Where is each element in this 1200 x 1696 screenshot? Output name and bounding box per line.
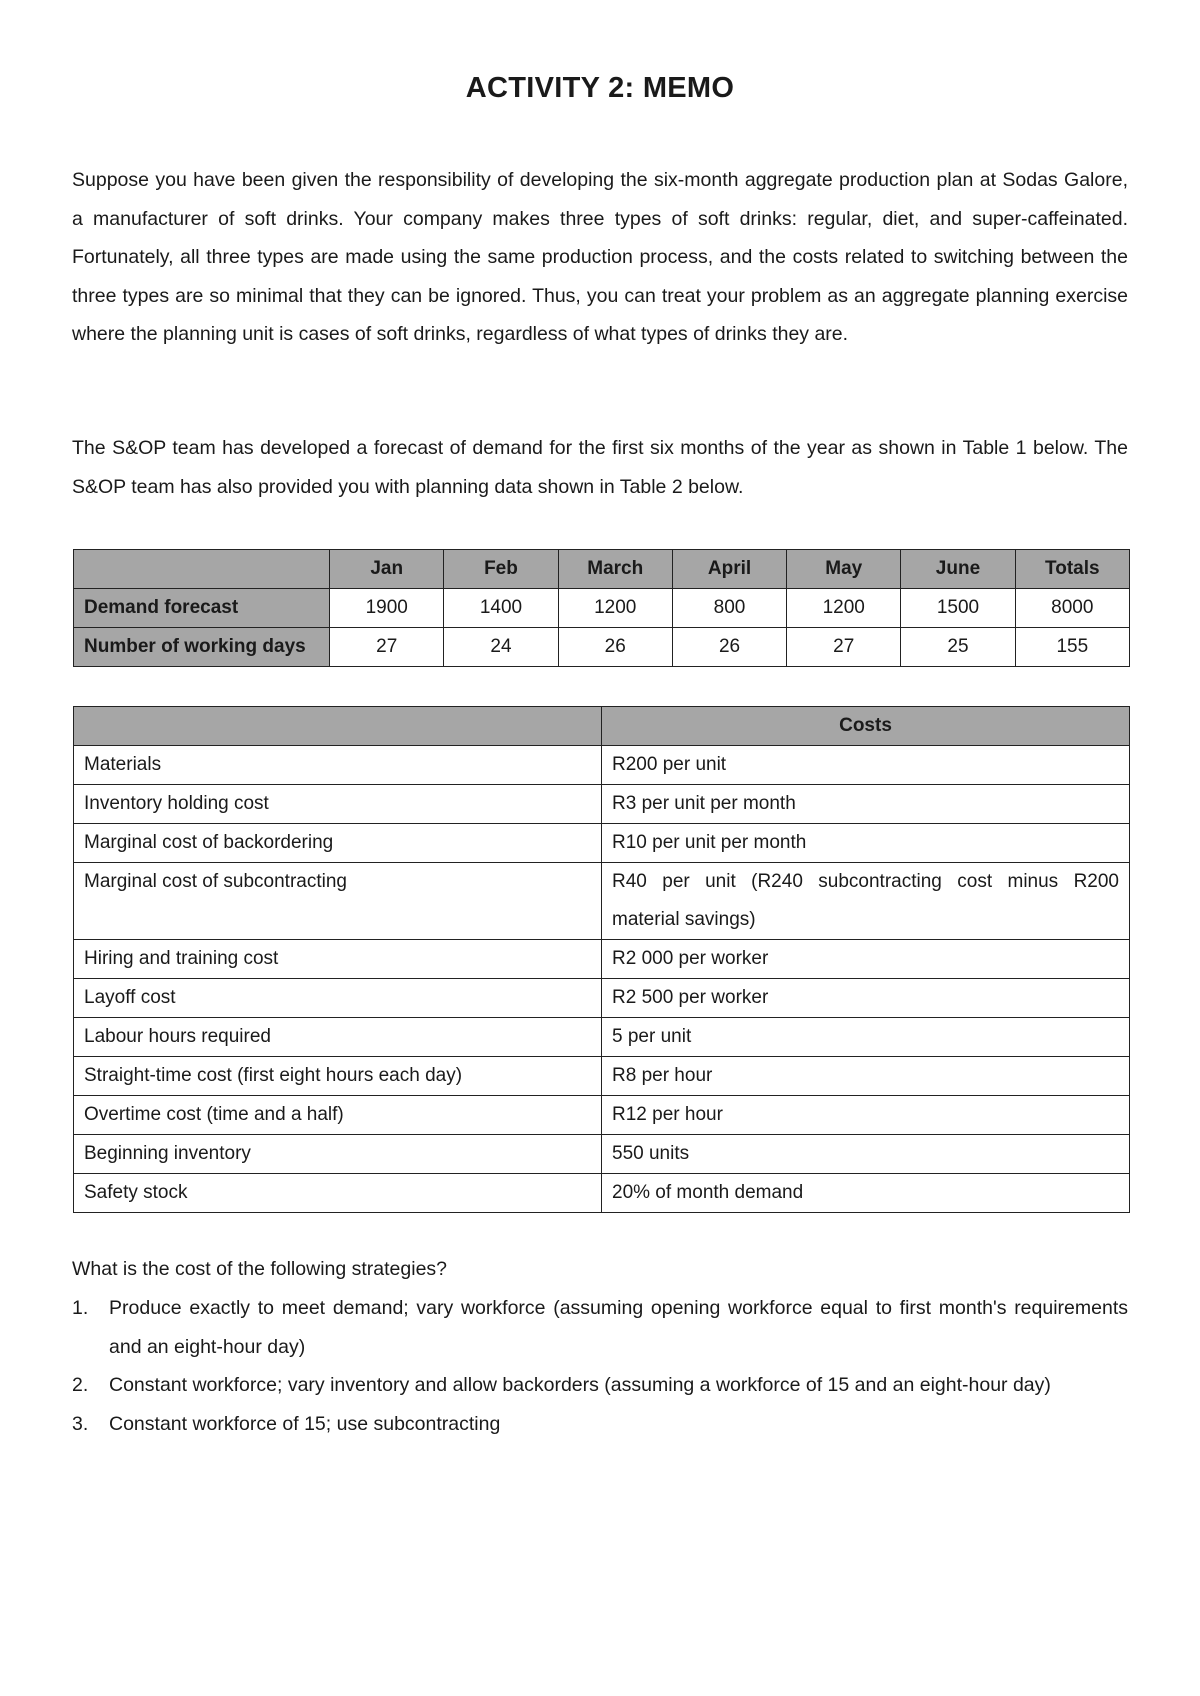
cost-value: 5 per unit: [602, 1018, 1130, 1057]
strategies-list: [72, 1289, 1128, 1443]
column-header-costs: Costs: [602, 707, 1130, 746]
cost-value: R8 per hour: [602, 1057, 1130, 1096]
column-header-jan: Jan: [330, 550, 444, 589]
cost-value: R2 500 per worker: [602, 979, 1130, 1018]
cost-item-label: Labour hours required: [74, 1018, 602, 1057]
cost-value: 550 units: [602, 1135, 1130, 1174]
list-item: [72, 1405, 1128, 1444]
column-header-april: April: [672, 550, 786, 589]
cost-item-label: Straight-time cost (first eight hours each day): [74, 1057, 602, 1096]
table-cell: 1900: [330, 589, 444, 628]
table-cell: 24: [444, 628, 558, 667]
table-cell: 1200: [558, 589, 672, 628]
table-cell: 800: [672, 589, 786, 628]
table-row: [74, 824, 1130, 863]
row-label-demand-forecast: Demand forecast: [74, 589, 330, 628]
cost-item-label: Hiring and training cost: [74, 940, 602, 979]
table-header-row: [74, 707, 1130, 746]
cost-value: R2 000 per worker: [602, 940, 1130, 979]
table-row: [74, 979, 1130, 1018]
cost-item-label: Safety stock: [74, 1174, 602, 1213]
cost-item-label: Inventory holding cost: [74, 785, 602, 824]
table-cell: 1500: [901, 589, 1015, 628]
cost-value: R200 per unit: [602, 746, 1130, 785]
row-label-working-days: Number of working days: [74, 628, 330, 667]
cost-value: R40 per unit (R240 subcontracting cost minus R200 material savings): [602, 863, 1130, 940]
column-header-march: March: [558, 550, 672, 589]
table-row: [74, 1174, 1130, 1213]
cost-value: 20% of month demand: [602, 1174, 1130, 1213]
cost-value: R12 per hour: [602, 1096, 1130, 1135]
table-cell: 1400: [444, 589, 558, 628]
table-cell: 8000: [1015, 589, 1129, 628]
table-cell: 25: [901, 628, 1015, 667]
planning-costs-table: [73, 706, 1130, 1213]
column-header-june: June: [901, 550, 1015, 589]
table-row: [74, 628, 1130, 667]
table-cell: 26: [672, 628, 786, 667]
list-item-number: 3.: [72, 1412, 89, 1435]
header-corner-cell: [74, 550, 330, 589]
cost-item-label: Marginal cost of backordering: [74, 824, 602, 863]
table-row: [74, 1096, 1130, 1135]
list-item-number: 2.: [72, 1374, 89, 1396]
table-cell: 27: [787, 628, 901, 667]
list-item-text: Constant workforce of 15; use subcontracting: [109, 1412, 501, 1435]
strategies-question: What is the cost of the following strategies?: [72, 1258, 448, 1280]
table-cell: 27: [330, 628, 444, 667]
list-item-text: Produce exactly to meet demand; vary workforce (assuming opening workforce equal to first month's requirements and an eight-hour day): [109, 1297, 1128, 1358]
demand-forecast-table: [73, 549, 1130, 667]
cost-item-label: Marginal cost of subcontracting: [74, 863, 602, 940]
table-header-row: [74, 550, 1130, 589]
table-cell: 26: [558, 628, 672, 667]
list-item-number: 1.: [72, 1297, 89, 1319]
cost-value: R10 per unit per month: [602, 824, 1130, 863]
page-title: ACTIVITY 2: MEMO: [465, 72, 735, 104]
column-header-feb: Feb: [444, 550, 558, 589]
table-row: [74, 1057, 1130, 1096]
table-row: [74, 940, 1130, 979]
column-header-may: May: [787, 550, 901, 589]
cost-item-label: Beginning inventory: [74, 1135, 602, 1174]
table-cell: 1200: [787, 589, 901, 628]
cost-item-label: Overtime cost (time and a half): [74, 1096, 602, 1135]
header-corner-cell: [74, 707, 602, 746]
column-header-totals: Totals: [1015, 550, 1129, 589]
cost-item-label: Layoff cost: [74, 979, 602, 1018]
table-row: [74, 1135, 1130, 1174]
intro-paragraph: Suppose you have been given the responsibility of developing the six-month aggregate production plan at Sodas Galore, a manufacturer of soft drinks. Your company makes three types of soft drinks: regular, diet, and super-caffeinated. Fortunately, all three types are made using the same production process, and the costs related to switching between the three types are so minimal that they can be ignored. Thus, you can treat your problem as an aggregate planning exercise where the planning unit is cases of soft drinks, regardless of what types of drinks they are.: [72, 169, 1128, 345]
table-row: [74, 746, 1130, 785]
list-item-text: Constant workforce; vary inventory and allow backorders (assuming a workforce of 15 and an eight-hour day): [109, 1374, 1051, 1396]
table-row: [74, 589, 1130, 628]
sop-paragraph: The S&OP team has developed a forecast of demand for the first six months of the year as shown in Table 1 below. The S&OP team has also provided you with planning data shown in Table 2 below.: [72, 437, 1128, 498]
list-item: [72, 1366, 1128, 1405]
table-row: [74, 1018, 1130, 1057]
table-row: [74, 785, 1130, 824]
list-item: [72, 1289, 1128, 1366]
table-row: [74, 863, 1130, 940]
cost-value: R3 per unit per month: [602, 785, 1130, 824]
table-cell: 155: [1015, 628, 1129, 667]
cost-item-label: Materials: [74, 746, 602, 785]
